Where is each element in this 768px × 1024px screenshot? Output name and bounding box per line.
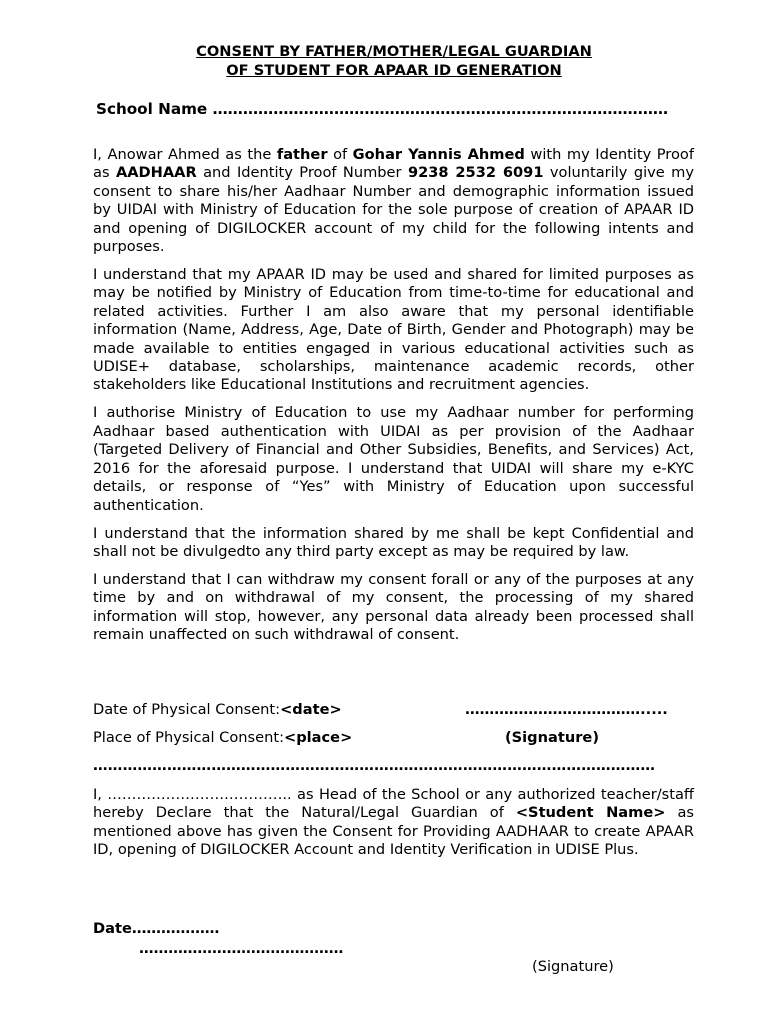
footer-signature-dots: …………………………………… — [139, 940, 344, 957]
declaration-text-2: as mentioned above has given the Consent for Providing AADHAAR to create APAAR ID, opening of DIGILOCKER Account and Identity Verification in UDISE Plus. — [93, 804, 694, 859]
p1-text-1: I, Anowar Ahmed as the — [93, 146, 277, 163]
proof-type: AADHAAR — [115, 164, 197, 182]
consent-paragraph-5: I understand that I can withdraw my consent forall or any of the purposes at any time by and on withdrawal of my consent, the processing of my shared information will stop, however, any personal data already been processed shall remain unaffected on such withdrawal of consent. — [93, 570, 694, 644]
title-line-1: CONSENT BY FATHER/MOTHER/LEGAL GUARDIAN — [196, 43, 592, 60]
footer-signature-label: (Signature) — [532, 958, 614, 975]
physical-place-label: Place of Physical Consent: — [93, 729, 284, 746]
separator-dots: …………………………………………………………………………………………………… — [93, 757, 656, 774]
physical-date-label: Date of Physical Consent: — [93, 701, 281, 718]
guardian-relation: father — [276, 146, 328, 163]
p1-text-3: with my Identity Proof as — [93, 146, 694, 182]
consent-paragraph-2: I understand that my APAAR ID may be used and shared for limited purposes as may be notified by Ministry of Education from time-to-time for educational and related activities. Further I am also aware that my personal identifiable information (Name, Address, Age, Date of Birth, Gender and Photograph) may be made available to entities engaged in various educational activities such as UDISE+ database, scholarships, maintenance academic records, other stakeholders like Educational Institutions and recruitment agencies. — [93, 266, 694, 394]
title-line-2: OF STUDENT FOR APAAR ID GENERATION — [226, 61, 562, 79]
footer-date: Date……………… — [93, 920, 220, 937]
student-name: Gohar Yannis Ahmed — [352, 146, 525, 163]
consent-paragraph-1 — [93, 146, 694, 256]
physical-date-value: <date> — [280, 701, 342, 718]
consent-body — [93, 146, 694, 654]
signature-label: (Signature) — [505, 729, 599, 746]
consent-paragraph-3: I authorise Ministry of Education to use my Aadhaar number for performing Aadhaar based authentication with UIDAI as per provision of the Aadhaar (Targeted Delivery of Financial and Other Subsidies, Benefits, and Services) Act, 2016 for the aforesaid purpose. I understand that UIDAI will share my e-KYC details, or response of “Yes” with Ministry of Education upon successful authentication. — [93, 404, 694, 514]
physical-place-value: <place> — [284, 729, 353, 746]
p1-text-5: voluntarily give my consent to share his/her Aadhaar Number and demographic information issued by UIDAI with Ministry of Education for the sole purpose of creation of APAAR ID and opening of DIGILOCKER account of my child for the following intents and purposes. — [93, 164, 695, 256]
declaration-student-name: <Student Name> — [515, 804, 666, 822]
head-declaration — [93, 786, 694, 869]
declaration-text-1: I, ……………………………….. as Head of the School or any authorized teacher/staff hereby Declare that the Natural/Legal Guardian of — [93, 786, 694, 822]
p1-text-4: and Identity Proof Number — [196, 164, 408, 182]
signature-dots: ………………………………..... — [465, 701, 668, 718]
physical-consent-date — [93, 701, 342, 719]
school-name-field: School Name ……………………………………………………………………………… — [96, 100, 669, 118]
physical-consent-place — [93, 729, 352, 747]
p1-text-2: of — [327, 146, 353, 163]
document-title — [0, 43, 768, 80]
consent-paragraph-4: I understand that the information shared by me shall be kept Confidential and shall not be divulgedto any third party except as may be required by law. — [93, 524, 694, 560]
proof-number: 9238 2532 6091 — [407, 164, 544, 182]
declaration-paragraph — [93, 786, 694, 860]
